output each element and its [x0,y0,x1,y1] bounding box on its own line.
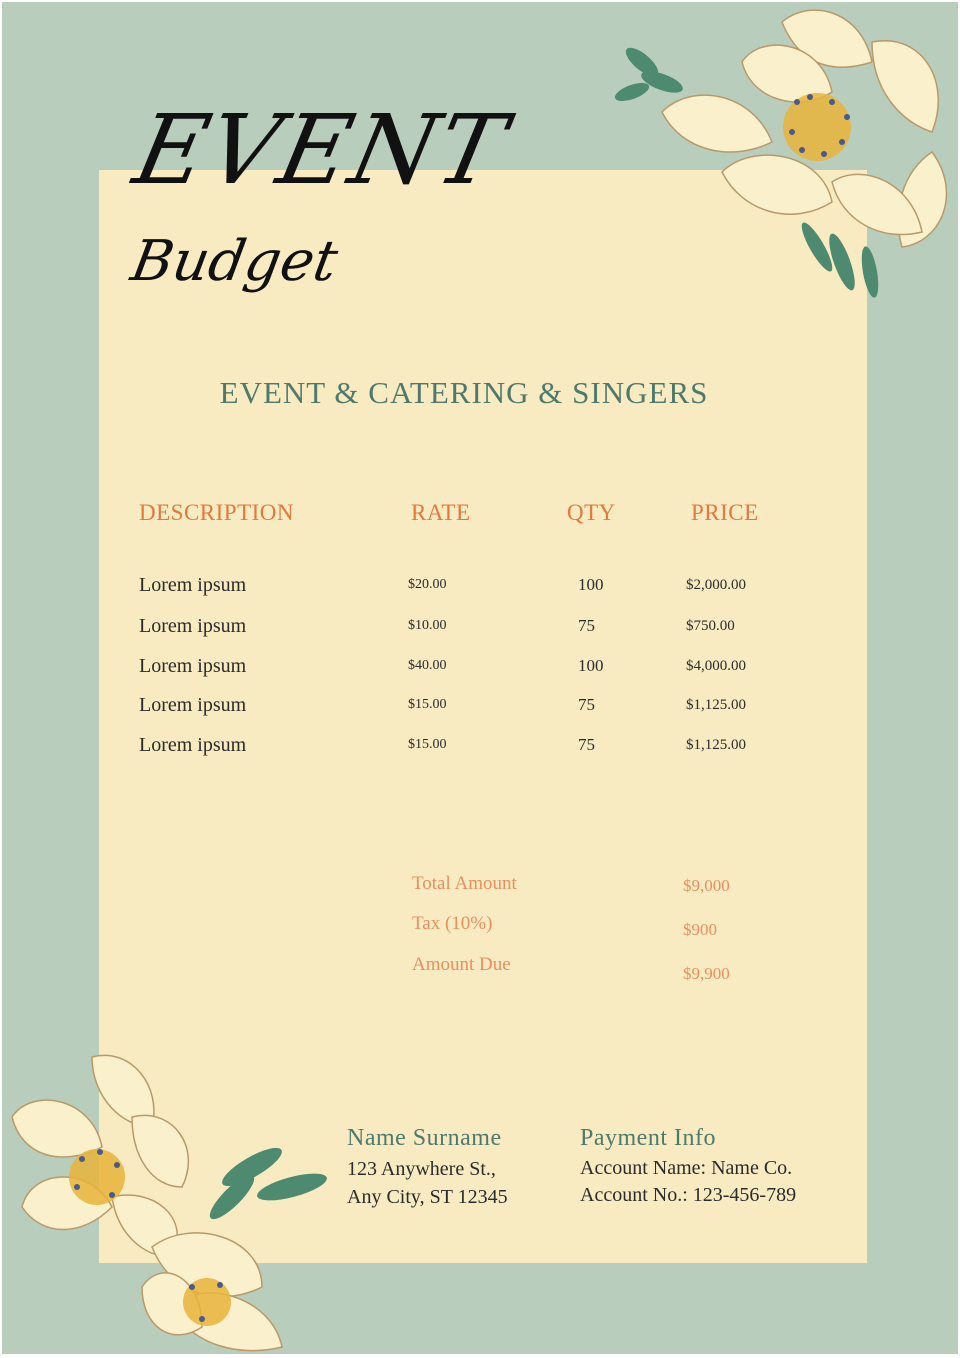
flower-illustration-bottom-left [2,1047,342,1354]
row-price: $2,000.00 [686,577,746,593]
payment-account-number: Account No.: 123-456-789 [580,1184,797,1206]
total-amount-label: Total Amount [412,873,517,894]
tax-value: $900 [683,920,717,939]
row-description: Lorem ipsum [139,694,247,716]
header-rate: RATE [411,500,471,525]
table-row [2,574,958,604]
table-row [2,655,958,685]
tax-label: Tax (10%) [412,913,493,934]
header-price: PRICE [691,500,759,525]
header-qty: QTY [567,500,616,525]
title-budget: Budget [126,229,343,294]
budget-page [2,2,958,1354]
row-rate: $40.00 [408,658,447,673]
amount-due-value: $9,900 [683,964,730,983]
flower-illustration-top-right [602,2,958,312]
table-row [2,615,958,645]
row-rate: $15.00 [408,697,447,712]
row-description: Lorem ipsum [139,655,247,677]
table-row [2,734,958,764]
row-price: $1,125.00 [686,737,746,753]
title-event: EVENT [125,94,517,206]
row-rate: $15.00 [408,737,447,752]
header-description: DESCRIPTION [139,500,295,525]
total-amount-value: $9,000 [683,876,730,895]
row-description: Lorem ipsum [139,574,247,596]
row-description: Lorem ipsum [139,615,247,637]
row-qty: 75 [578,695,595,714]
row-qty: 75 [578,735,595,754]
contact-address-line2: Any City, ST 12345 [347,1186,508,1208]
row-rate: $10.00 [408,618,447,633]
row-rate: $20.00 [408,577,447,592]
table-row [2,694,958,724]
row-qty: 75 [578,616,595,635]
row-qty: 100 [578,656,604,675]
row-qty: 100 [578,575,604,594]
payment-account-name: Account Name: Name Co. [580,1157,793,1179]
payment-heading: Payment Info [580,1125,716,1151]
row-price: $4,000.00 [686,658,746,674]
amount-due-label: Amount Due [412,954,511,975]
event-subtitle: EVENT & CATERING & SINGERS [219,375,709,410]
row-price: $1,125.00 [686,697,746,713]
contact-address-line1: 123 Anywhere St., [347,1158,496,1180]
contact-name: Name Surname [347,1125,502,1151]
row-description: Lorem ipsum [139,734,247,756]
row-price: $750.00 [686,618,735,634]
